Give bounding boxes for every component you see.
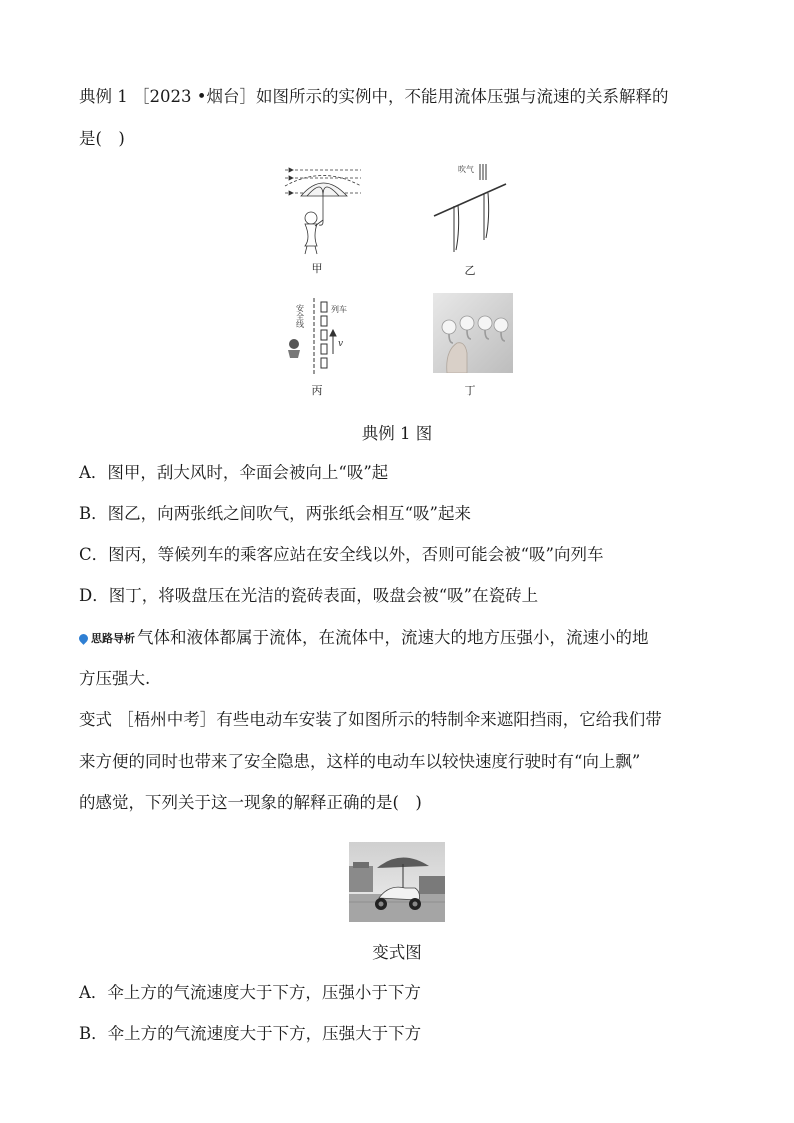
hint-badge-label: 思路导析 xyxy=(91,631,135,645)
chuiqi-label: 吹气 xyxy=(458,165,474,174)
hint-badge xyxy=(79,628,135,650)
anquanxian-label: 安全线 xyxy=(295,304,305,328)
location-pin-icon xyxy=(77,632,90,645)
figure-yi-papers xyxy=(430,160,510,260)
example1-option-d: D．图丁，将吸盘压在光洁的瓷砖表面，吸盘会被“吸”在瓷砖上 xyxy=(79,586,539,605)
figure-jia-umbrella xyxy=(283,160,363,260)
variant-figure-caption: 变式图 xyxy=(372,943,422,962)
variant-question-line2: 来方便的同时也带来了安全隐患，这样的电动车以较快速度行驶时有“向上飘” xyxy=(79,752,641,771)
figure-bing-train xyxy=(284,294,360,376)
figure-ding-label: 丁 xyxy=(464,384,476,397)
velocity-label: v xyxy=(338,339,344,349)
variant-figure-scooter-umbrella xyxy=(349,842,445,922)
hint-text-line1: 气体和液体都属于流体，在流体中，流速大的地方压强小，流速小的地 xyxy=(137,628,649,647)
lieche-label: 列车 xyxy=(331,305,347,314)
example1-figure-caption: 典例 1 图 xyxy=(361,424,433,443)
example1-question-line2: 是( ) xyxy=(79,129,125,148)
variant-question-line1: 变式 ［梧州中考］有些电动车安装了如图所示的特制伞来遮阳挡雨，它给我们带 xyxy=(79,710,662,729)
figure-yi-label: 乙 xyxy=(464,264,476,277)
variant-option-b: B．伞上方的气流速度大于下方，压强大于下方 xyxy=(79,1024,422,1043)
figure-ding-suction-hooks xyxy=(433,293,513,373)
example1-option-a: A．图甲，刮大风时，伞面会被向上“吸”起 xyxy=(79,463,389,482)
hint-line1 xyxy=(79,627,649,650)
example1-question-line1: 典例 1 ［2023 •烟台］如图所示的实例中，不能用流体压强与流速的关系解释的 xyxy=(79,87,669,106)
example1-option-c: C．图丙，等候列车的乘客应站在安全线以外，否则可能会被“吸”向列车 xyxy=(79,545,604,564)
figure-jia-label: 甲 xyxy=(311,262,323,275)
variant-question-line3: 的感觉，下列关于这一现象的解释正确的是( ) xyxy=(79,793,422,812)
variant-option-a: A．伞上方的气流速度大于下方，压强小于下方 xyxy=(79,983,421,1002)
figure-bing-label: 丙 xyxy=(311,384,323,397)
example1-option-b: B．图乙，向两张纸之间吹气，两张纸会相互“吸”起来 xyxy=(79,504,471,523)
hint-line2: 方压强大. xyxy=(79,669,151,688)
person-icon xyxy=(288,339,300,358)
